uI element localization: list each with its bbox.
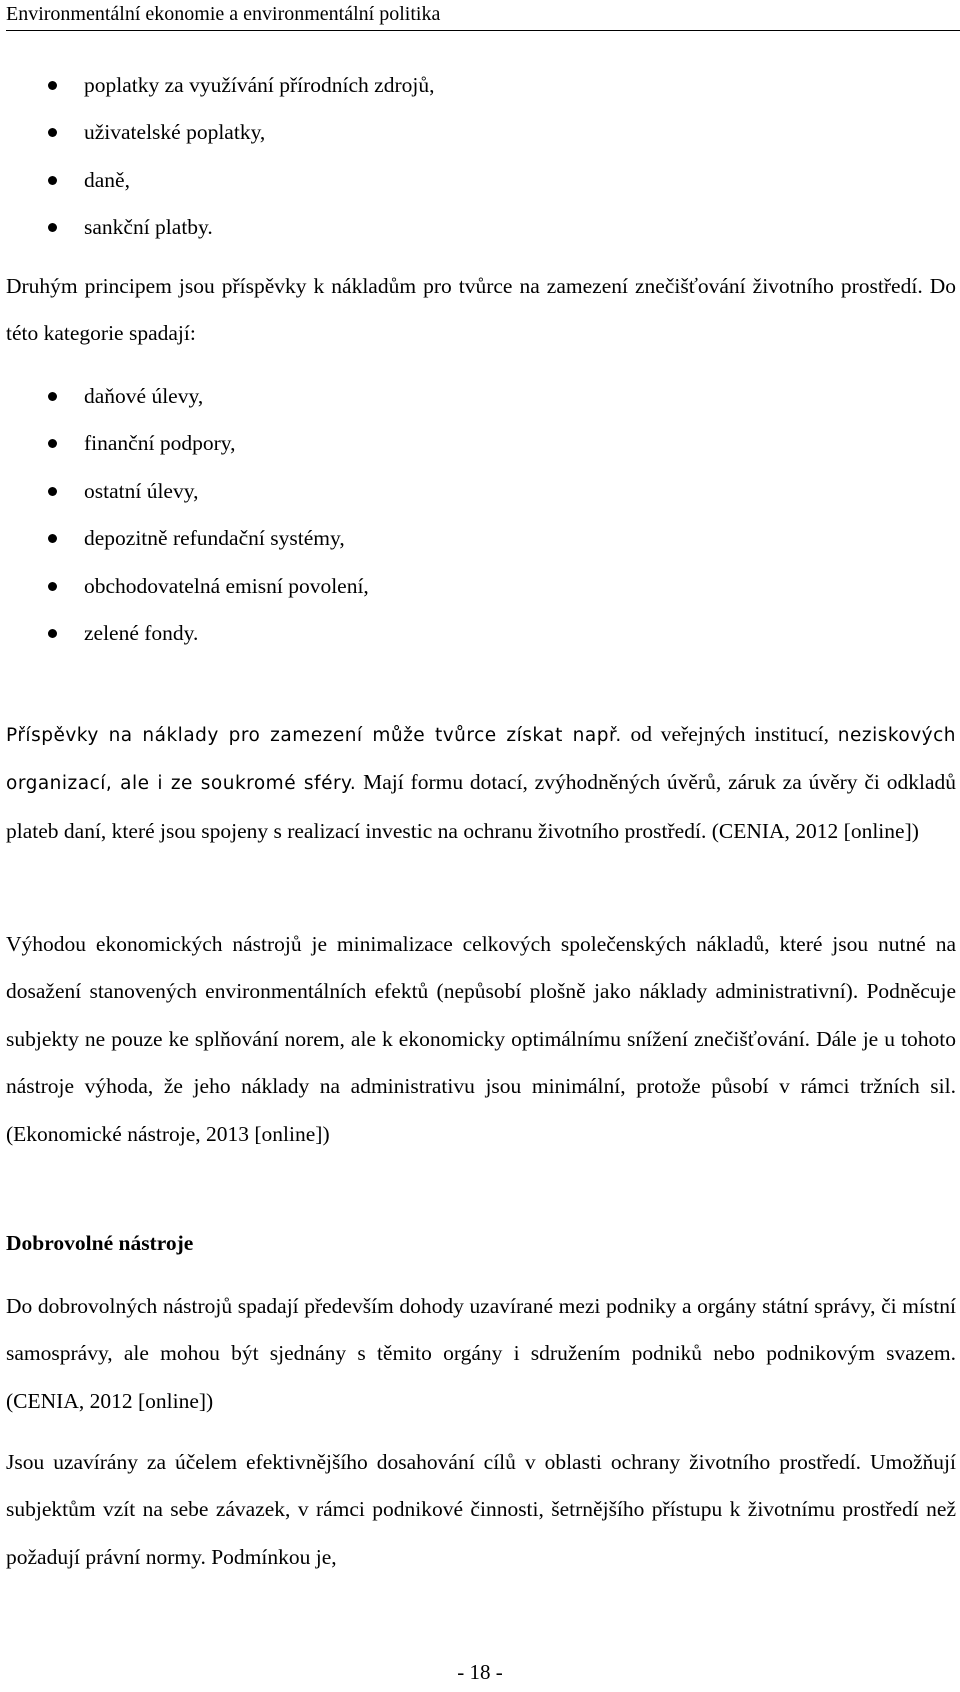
list-item: poplatky za využívání přírodních zdrojů, [0,62,434,109]
bullet-icon [48,81,57,90]
contributions-text-c: neziskových organizací, ale i ze soukromé sféry. [6,725,957,795]
contributions-text-a: Příspěvky na náklady pro zamezení může tvůrce získat např. [6,725,622,746]
paragraph-voluntary-1: Do dobrovolných nástrojů spadají především dohody uzavírané mezi podniky a orgány státní správy, či místní samosprávy, ale mohou být sjednány s těmito orgány i sdružením podniků nebo podnikovým svazem. (CENIA, 2012 [online]) [6,1294,956,1413]
list-item: ostatní úlevy, [0,468,369,515]
contributions-text-d: Mají formu dotací, zvýhodněných úvěrů, záruk za úvěry či odkladů plateb daní, které jsou spojeny s realizací investic na ochranu životního prostředí. (CENIA, 2012 [online]) [6,770,956,843]
paragraph-principle: Druhým principem jsou příspěvky k nákladům pro tvůrce na zamezení znečišťování životního prostředí. Do této kategorie spadají: [6,274,956,346]
list-item: sankční platby. [0,204,434,251]
bullet-icon [48,392,57,401]
contributions-text-b: od veřejných institucí, [621,722,838,746]
list-item: finanční podpory, [0,420,369,467]
list-item: obchodovatelná emisní povolení, [0,563,369,610]
bullet-icon [48,534,57,543]
list-item: uživatelské poplatky, [0,109,434,156]
bullet-icon [48,223,57,232]
list-item: depozitně refundační systémy, [0,515,369,562]
fee-types-list [0,62,434,252]
running-header [6,0,960,31]
paragraph-voluntary-2: Jsou uzavírány za účelem efektivnějšího dosahování cílů v oblasti ochrany životního prostředí. Umožňují subjektům vzít na sebe závazek, v rámci podnikové činnosti, šetrnějšího přístupu k životnímu prostředí než požadují právní normy. Podmínkou je, [6,1450,956,1569]
bullet-icon [48,582,57,591]
bullet-icon [48,176,57,185]
list-item: daňové úlevy, [0,373,369,420]
section-heading: Dobrovolné nástroje [6,1231,194,1255]
header-title: Environmentální ekonomie a environmentální politika [6,3,441,25]
list-item: daně, [0,157,434,204]
bullet-icon [48,487,57,496]
bullet-icon [48,128,57,137]
paragraph-contributions [6,711,956,855]
bullet-icon [48,629,57,638]
bullet-icon [48,439,57,448]
paragraph-advantage: Výhodou ekonomických nástrojů je minimalizace celkových společenských nákladů, které jsou nutné na dosažení stanovených environmentálních efektů (nepůsobí plošně jako náklady administrativní). Podněcuje subjekty ne pouze ke splňování norem, ale k ekonomicky optimálnímu snížení znečišťování. Dále je u tohoto nástroje výhoda, že jeho náklady na administrativu jsou minimální, protože působí v rámci tržních sil. (Ekonomické nástroje, 2013 [online]) [6,932,956,1146]
contribution-types-list [0,373,369,657]
list-item: zelené fondy. [0,610,369,657]
page-number: - 18 - [457,1660,503,1684]
